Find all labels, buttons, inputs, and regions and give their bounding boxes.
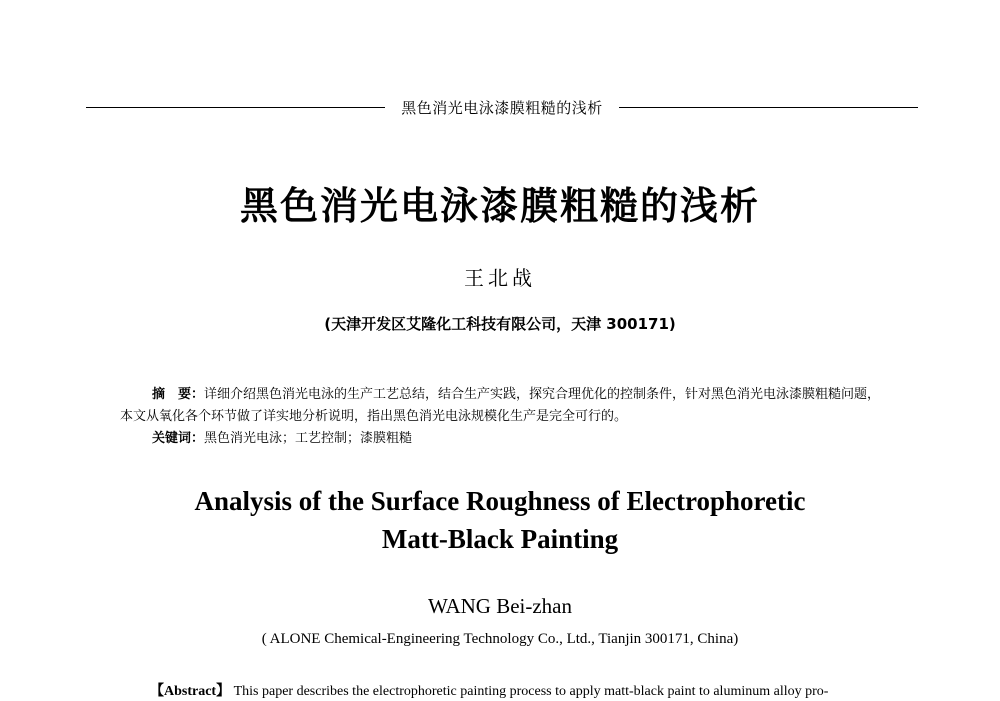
chinese-title: 黑色消光电泳漆膜粗糙的浅析 xyxy=(239,183,760,228)
chinese-affiliation: (天津开发区艾隆化工科技有限公司，天津 300171) xyxy=(324,315,676,333)
chinese-abstract-label: 摘 要： xyxy=(152,387,205,402)
header-rule-right xyxy=(619,107,918,108)
chinese-author: 王北战 xyxy=(464,266,536,290)
chinese-keywords-text: 黑色消光电泳；工艺控制；漆膜粗糙 xyxy=(204,431,413,446)
english-title xyxy=(0,482,1000,558)
english-author: WANG Bei-zhan xyxy=(427,594,573,618)
english-affiliation: ( ALONE Chemical-Engineering Technology Co., Ltd., Tianjin 300171, China) xyxy=(261,631,739,647)
chinese-abstract-text: 详细介绍黑色消光电泳的生产工艺总结，结合生产实践，探究合理优化的控制条件，针对黑色消光电泳漆膜粗糙问题，本文从氧化各个环节做了详实地分析说明，指出黑色消光电泳规模化生产是完全可行的。 xyxy=(120,387,881,424)
chinese-keywords xyxy=(152,428,892,450)
chinese-abstract xyxy=(120,384,890,428)
english-abstract xyxy=(150,683,890,701)
running-header xyxy=(86,96,918,118)
english-title-line-1: Analysis of the Surface Roughness of Electrophoretic xyxy=(194,486,806,516)
chinese-keywords-label: 关键词： xyxy=(152,431,205,446)
running-header-title: 黑色消光电泳漆膜粗糙的浅析 xyxy=(401,98,603,117)
english-title-line-2: Matt-Black Painting xyxy=(381,524,619,554)
english-abstract-label: 【Abstract】 xyxy=(150,684,231,699)
header-rule-left xyxy=(86,107,385,108)
english-abstract-text: This paper describes the electrophoretic painting process to apply matt-black paint to aluminum alloy pro- xyxy=(230,684,829,699)
